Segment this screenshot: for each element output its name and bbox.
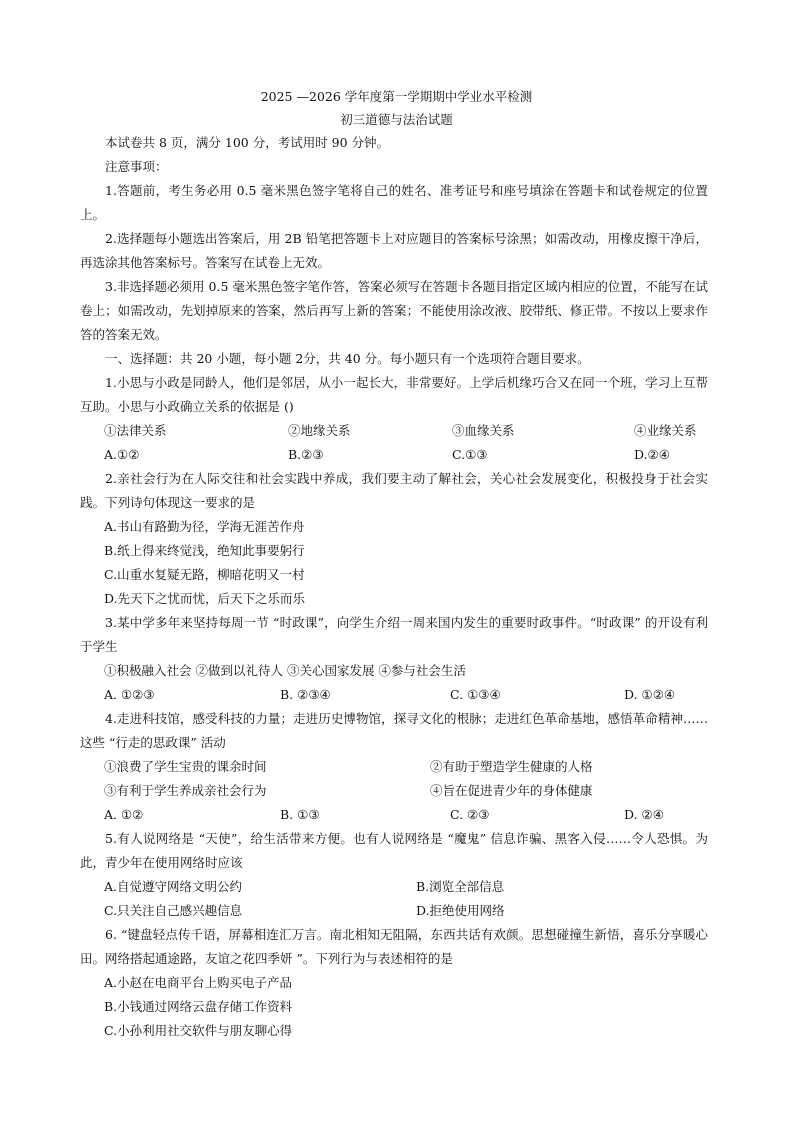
question-4-options [104,803,704,827]
q5-option-a: A.自觉遵守网络文明公约 [104,879,243,894]
question-2-stem: 2.亲社会行为在人际交往和社会实践中养成，我们要主动了解社会，关心社会发展变化，积极投身于社会实践。下列诗句体现这一要求的是 [80,471,708,510]
q6-option-a: A.小赵在电商平台上购买电子产品 [104,975,293,990]
q3-option-a: A. ①②③ [104,687,155,702]
notice-3: 3.非选择题必须用 0.5 毫米黑色签字笔作答，答案必须写在答题卡各题目指定区域内相应的位置，不能写在试卷上；如需改动，先划掉原来的答案，然后再写上新的答案；不能使用涂改液、胶带纸、修正带。不按以上要求作答的答案无效。 [80,279,708,342]
q6-option-b: B.小钱通过网络云盘存储工作资料 [104,999,293,1014]
q4-item-2: ②有助于塑造学生健康的人格 [430,759,593,774]
q3-option-c: C. ①③④ [450,687,501,702]
q2-option-d: D.先天下之忧而忧，后天下之乐而乐 [104,591,306,606]
q2-option-a: A.书山有路勤为径，学海无涯苦作舟 [104,519,305,534]
q1-option-c: C.①③ [452,447,488,462]
q4-option-d: D. ②④ [624,807,664,822]
q4-item-4: ④旨在促进青少年的身体健康 [430,783,593,798]
question-1-stem: 1.小思与小政是同龄人，他们是邻居，从小一起长大，非常要好。上学后机缘巧合又在同一个班，学习上互帮互助。小思与小政确立关系的依据是 () [80,375,708,414]
q3-option-d: D. ①②④ [624,687,676,702]
notice-title: 注意事项： [105,159,168,174]
q4-item-3: ③有利于学生养成亲社会行为 [104,783,267,798]
notice-2: 2.选择题每小题选出答案后，用 2B 铅笔把答题卡上对应题目的答案标号涂黑；如需改动，用橡皮擦干净后，再选涂其他答案标号。答案写在试卷上无效。 [80,231,708,270]
question-5-options-row2 [104,899,704,923]
question-1-options [104,443,704,467]
notice-1: 1.答题前，考生务必用 0.5 毫米黑色签字笔将自己的姓名、准考证号和座号填涂在答题卡和试卷规定的位置上。 [80,183,708,222]
exam-title: 2025 —2026 学年度第一学期期中学业水平检测 [260,89,533,104]
question-4-items-row2 [104,779,704,803]
q4-option-b: B. ①③ [280,807,320,822]
exam-subtitle: 初三道德与法治试题 [340,112,453,127]
q5-option-d: D.拒绝使用网络 [416,903,505,918]
section-heading: 一、选择题：共 20 小题，每小题 2分，共 40 分。每小题只有一个选项符合题目要求。 [105,351,590,366]
q1-option-a: A.①② [104,447,140,462]
question-6-stem: 6. “键盘轻点传千语，屏幕相连汇万言。南北相知无阻隔，东西共话有欢颜。思想碰撞生新悟，喜乐分享暖心田。网络搭起通途路，友谊之花四季妍 ”。下列行为与表述相符的是 [80,927,708,966]
q1-option-b: B.②③ [288,447,324,462]
q2-option-b: B.纸上得来终觉浅，绝知此事要躬行 [104,543,305,558]
question-3-items: ①积极融入社会 ②做到以礼待人 ③关心国家发展 ④参与社会生活 [104,663,466,678]
q1-item-2: ②地缘关系 [288,423,351,438]
q4-option-a: A. ①② [104,807,144,822]
question-1-items [104,419,704,443]
q2-option-c: C.山重水复疑无路，柳暗花明又一村 [104,567,305,582]
q4-option-c: C. ②③ [450,807,490,822]
q1-item-3: ③血缘关系 [452,423,515,438]
q1-item-1: ①法律关系 [104,423,167,438]
q1-item-4: ④业缘关系 [634,423,697,438]
q4-item-1: ①浪费了学生宝贵的课余时间 [104,759,267,774]
q3-option-b: B. ②③④ [280,687,331,702]
question-3-options [104,683,704,707]
question-4-stem: 4.走进科技馆，感受科技的力量；走进历史博物馆，探寻文化的根脉；走进红色革命基地，感悟革命精神……这些 “行走的思政课” 活动 [80,711,708,750]
q1-option-d: D.②④ [634,447,670,462]
question-5-options-row1 [104,875,704,899]
q5-option-b: B.浏览全部信息 [416,879,505,894]
exam-info: 本试卷共 8 页，满分 100 分，考试用时 90 分钟。 [105,135,390,150]
q5-option-c: C.只关注自己感兴趣信息 [104,903,243,918]
question-5-stem: 5.有人说网络是 “天使”，给生活带来方便。也有人说网络是 “魔鬼” 信息诈骗、黑客入侵……令人恐惧。为此，青少年在使用网络时应该 [80,831,708,870]
question-4-items-row1 [104,755,704,779]
q6-option-c: C.小孙利用社交软件与朋友聊心得 [104,1023,293,1038]
question-3-stem: 3.某中学多年来坚持每周一节 “时政课”，向学生介绍一周来国内发生的重要时政事件。“时政课” 的开设有利于学生 [80,615,708,654]
